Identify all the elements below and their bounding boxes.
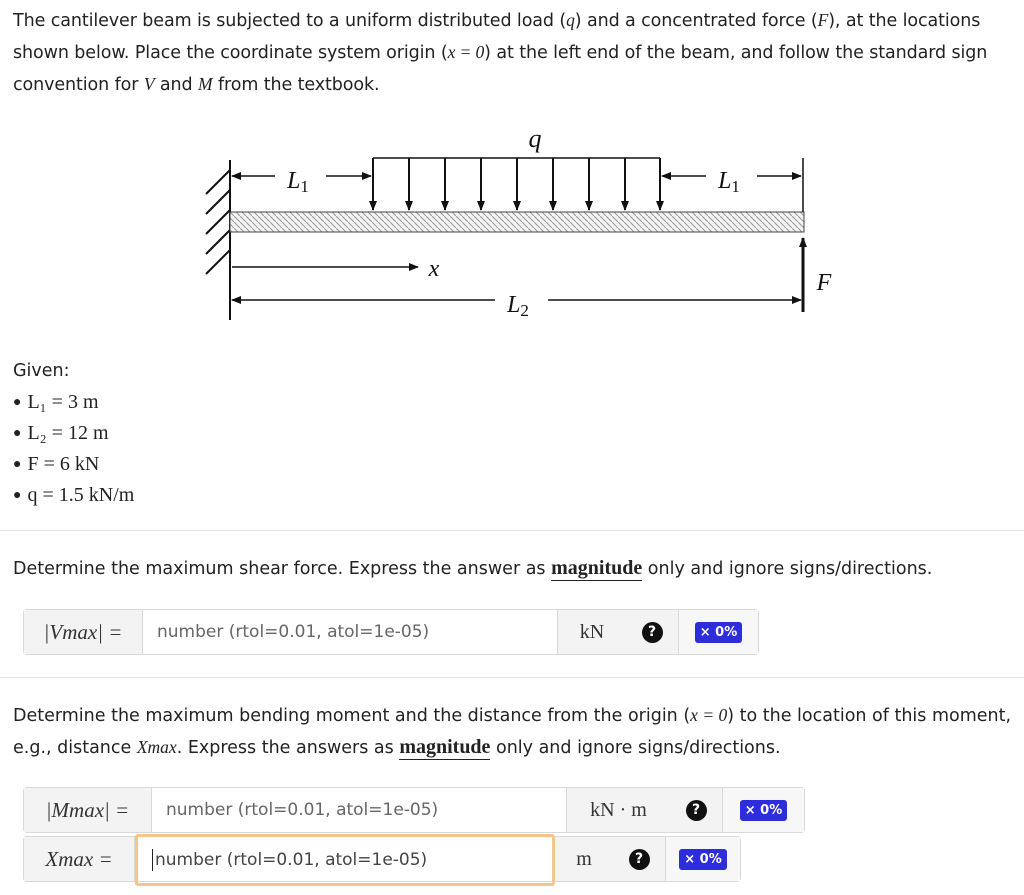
intro-text-2: ) and a concentrated force ( — [574, 11, 818, 31]
xmax-help[interactable] — [613, 837, 666, 881]
beam-diagram — [190, 118, 850, 328]
svg-text:x: x — [428, 256, 440, 282]
magnitude-emphasis: magnitude — [551, 557, 643, 579]
mmax-score — [723, 788, 804, 832]
question-shear: Determine the maximum shear force. Express the answer as magnitude only and ignore signs/directions. — [13, 557, 933, 579]
divider — [0, 677, 1024, 678]
given-list — [13, 387, 134, 511]
mmax-help[interactable] — [670, 788, 723, 832]
given-section — [13, 357, 134, 511]
q-label: q — [528, 124, 542, 153]
M-symbol: M — [198, 74, 213, 94]
distributed-load-arrows — [373, 158, 660, 210]
help-icon[interactable]: ? — [642, 622, 663, 643]
intro-text-3: ), at the locations shown below. Place the coordinate system origin ( — [13, 11, 981, 63]
vmax-input[interactable]: number (rtol=0.01, atol=1e-05) — [143, 610, 558, 654]
mmax-unit: kN · m — [567, 788, 670, 832]
help-icon[interactable]: ? — [629, 849, 650, 870]
intro-text-4: ) at the left end of the beam, and follow the standard sign convention for — [13, 43, 988, 95]
xmax-placeholder: number (rtol=0.01, atol=1e-05) — [155, 850, 428, 870]
L1-right-dimension — [662, 158, 803, 212]
svg-text:L2: L2 — [507, 292, 529, 320]
answer-row-mmax — [23, 787, 805, 833]
given-title: Given: — [13, 361, 70, 381]
help-icon[interactable]: ? — [686, 800, 707, 821]
L2-dimension — [232, 292, 801, 320]
given-item: ● L₁ = 3 m — [13, 391, 99, 413]
given-item: ● q = 1.5 kN/m — [13, 484, 135, 506]
question-moment: Determine the maximum bending moment and the distance from the origin (x = 0) to the location of this moment, e.g., distance Xmax. Express the answers as magnitude only and ignore signs/directions. — [13, 705, 1012, 758]
q-symbol: q — [566, 10, 575, 30]
intro-text-5: and — [154, 75, 199, 95]
intro-text-6: from the textbook. — [212, 75, 380, 95]
xmax-input[interactable] — [135, 834, 555, 886]
score-badge: × 0% — [740, 800, 788, 821]
given-item: ● L₂ = 12 m — [13, 422, 109, 444]
F-symbol: F — [817, 10, 829, 30]
given-item: ● F = 6 kN — [13, 453, 100, 475]
svg-text:L1: L1 — [718, 168, 740, 196]
xmax-score — [666, 837, 740, 881]
xmax-label: Xmax = — [24, 837, 135, 881]
x-zero-equation: x = 0 — [447, 42, 485, 62]
mmax-input[interactable]: number (rtol=0.01, atol=1e-05) — [152, 788, 567, 832]
L1-left-dimension — [232, 168, 371, 196]
vmax-help[interactable] — [626, 610, 679, 654]
fixed-support — [206, 160, 230, 320]
magnitude-emphasis: magnitude — [399, 736, 491, 758]
beam — [230, 212, 804, 232]
score-badge: × 0% — [679, 849, 727, 870]
answer-row-vmax — [23, 609, 759, 655]
text-caret — [152, 849, 153, 871]
vmax-unit: kN — [558, 610, 626, 654]
vmax-label: |Vmax| = — [24, 610, 143, 654]
svg-text:L1: L1 — [287, 168, 309, 196]
xmax-unit: m — [555, 837, 613, 881]
intro-text-1: The cantilever beam is subjected to a uniform distributed load ( — [13, 11, 567, 31]
V-symbol: V — [143, 74, 155, 94]
vmax-score — [679, 610, 758, 654]
score-badge: × 0% — [695, 622, 743, 643]
divider — [0, 530, 1024, 531]
mmax-label: |Mmax| = — [24, 788, 152, 832]
x-axis-arrow — [232, 256, 440, 282]
problem-statement — [13, 5, 1013, 101]
answer-row-xmax — [23, 836, 741, 882]
force-F-arrow — [803, 238, 832, 312]
svg-text:F: F — [816, 270, 832, 296]
